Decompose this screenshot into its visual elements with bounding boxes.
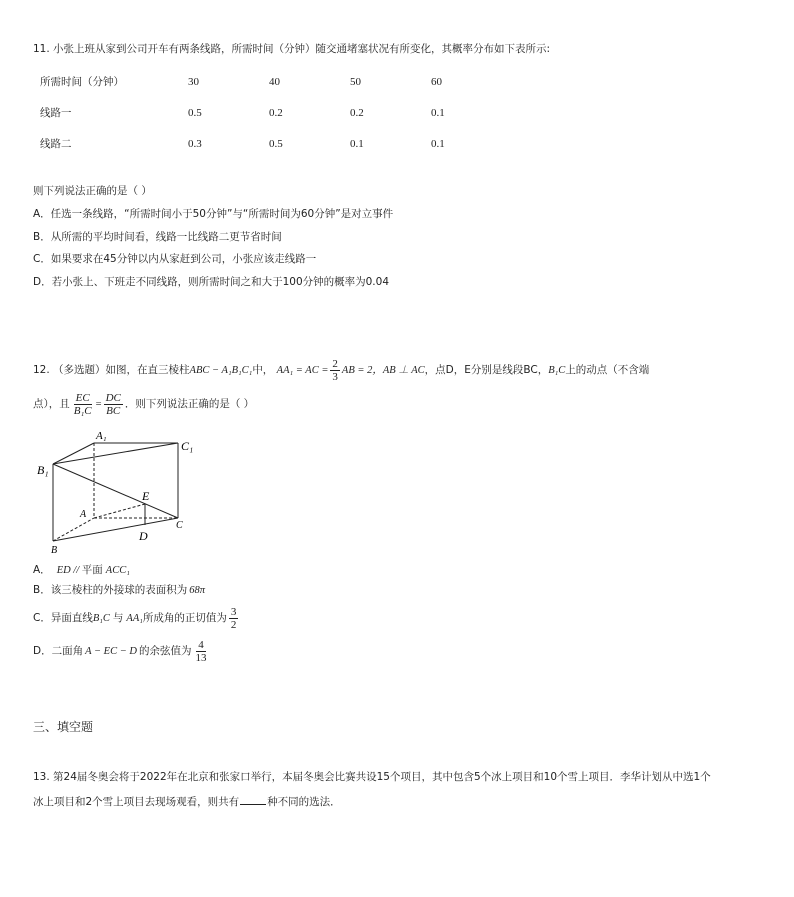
table-cell: 0.5: [188, 106, 202, 119]
label-c1: C₁: [181, 439, 194, 453]
q12-stem-line2: [33, 389, 254, 420]
numerator: 3: [230, 605, 237, 618]
q11-option-d: D．若小张上、下班走不同线路，则所需时间之和大于100分钟的概率为0.04: [33, 276, 390, 288]
text: B．该三棱柱的外接球的表面积为: [33, 584, 188, 596]
section-heading: 三、填空题: [33, 720, 94, 734]
answer-blank[interactable]: [240, 793, 266, 805]
fraction-dc-bc: [104, 392, 123, 417]
q12-option-a: [33, 560, 130, 581]
edge-bc: [53, 518, 178, 541]
q11-option-a: A．任选一条线路，“所需时间小于50分钟”与“所需时间为60分钟”是对立事件: [33, 208, 394, 220]
text: 平面: [81, 564, 103, 576]
q13-line2: [33, 793, 341, 809]
text: D．二面角: [33, 645, 84, 657]
text: 所成角的正切值为: [142, 612, 227, 624]
label-b1: B₁: [37, 463, 49, 477]
option-letter: A．: [33, 564, 51, 576]
q12-option-c: [33, 603, 240, 634]
text: 种不同的选法．: [267, 796, 341, 808]
table-row: [40, 97, 512, 128]
label-e: E: [142, 489, 150, 503]
text: 与: [112, 612, 124, 624]
numerator: DC: [105, 391, 121, 404]
equation: AB = 2: [341, 365, 373, 376]
q11-option-b: B．从所需的平均时间看，线路一比线路二更节省时间: [33, 231, 282, 243]
denominator: 2: [230, 618, 237, 631]
edge-b1c1: [53, 443, 178, 464]
q12-option-b: [33, 580, 205, 601]
table-cell: 所需时间（分钟）: [40, 76, 124, 88]
perp-condition: ，AB ⊥ AC: [372, 365, 425, 376]
fraction-four-thirteenths: [194, 639, 209, 664]
table-cell: 30: [188, 75, 199, 88]
text: 的余弦值为: [139, 645, 192, 657]
segment-b1c: B₁C: [548, 365, 566, 376]
numerator: 2: [332, 357, 338, 370]
denominator: 3: [332, 370, 338, 383]
table-cell: 0.1: [431, 106, 445, 119]
q12-intro: 12. （多选题）如图，在直三棱柱: [33, 364, 190, 376]
segment-ae-hidden: [94, 504, 145, 518]
fraction-ec-b1c: [72, 392, 94, 417]
denominator: BC: [106, 404, 121, 417]
text: 冰上项目和2个雪上项目去现场观看，则共有: [33, 796, 240, 808]
text: ，点D，E分别是线段BC，: [424, 364, 549, 376]
text: C．异面直线: [33, 612, 93, 624]
q12-option-d: [33, 636, 211, 667]
table-cell: 0.3: [188, 137, 202, 150]
segment-b1c-line: [53, 464, 178, 518]
table-cell: 0.1: [431, 137, 445, 150]
text: 中，: [252, 364, 274, 376]
equation: AA₁ = AC =: [276, 365, 329, 376]
equals-sign: =: [95, 399, 102, 410]
prism-figure: [35, 428, 205, 558]
text: 点），且: [33, 398, 70, 410]
table-cell: 0.5: [269, 137, 283, 150]
label-d: D: [139, 529, 148, 543]
label-b: B: [51, 545, 58, 556]
numerator: 4: [198, 638, 204, 651]
denominator: 13: [195, 651, 207, 664]
math: B₁C: [92, 613, 110, 624]
text: 上的动点（不含端: [565, 364, 650, 376]
q11-prompt: 则下列说法正确的是（ ）: [33, 185, 152, 197]
table-cell: 0.2: [350, 106, 364, 119]
table-cell: 60: [431, 75, 442, 88]
math: A − EC − D: [85, 646, 137, 657]
math: ACC₁: [105, 565, 130, 576]
q11-stem: 11. 小张上班从家到公司开车有两条线路，所需时间（分钟）随交通堵塞状况有所变化，其概率分布如下表所示:: [33, 43, 551, 55]
label-a: A: [80, 509, 87, 520]
table-cell: 0.2: [269, 106, 283, 119]
math: AA₁: [126, 613, 143, 624]
math: 68π: [189, 585, 205, 596]
math: ED //: [56, 565, 82, 576]
label-c: C: [176, 520, 183, 531]
q12-stem-line1: [33, 355, 649, 386]
numerator: EC: [75, 391, 90, 404]
fraction-two-thirds: [330, 358, 340, 383]
q13-line1: 13. 第24届冬奥会将于2022年在北京和张家口举行，本届冬奥会比赛共设15个项目，其中包含5个冰上项目和10个雪上项目．李华计划从中选1个: [33, 771, 711, 783]
q11-option-c: C．如果要求在45分钟以内从家赶到公司，小张应该走线路一: [33, 253, 317, 265]
table-row: [40, 66, 512, 97]
prism-name: ABC − A₁B₁C₁: [189, 365, 253, 376]
denominator: B₁C: [73, 404, 92, 417]
table-cell: 线路一: [40, 107, 72, 119]
text: ．则下列说法正确的是（ ）: [124, 398, 255, 410]
label-a1: A₁: [96, 430, 107, 442]
q11-distribution-table: [40, 66, 512, 159]
table-cell: 线路二: [40, 138, 72, 150]
table-cell: 40: [269, 75, 280, 88]
table-cell: 0.1: [350, 137, 364, 150]
fraction-three-halves: [229, 606, 239, 631]
table-row: [40, 128, 512, 159]
table-cell: 50: [350, 75, 361, 88]
